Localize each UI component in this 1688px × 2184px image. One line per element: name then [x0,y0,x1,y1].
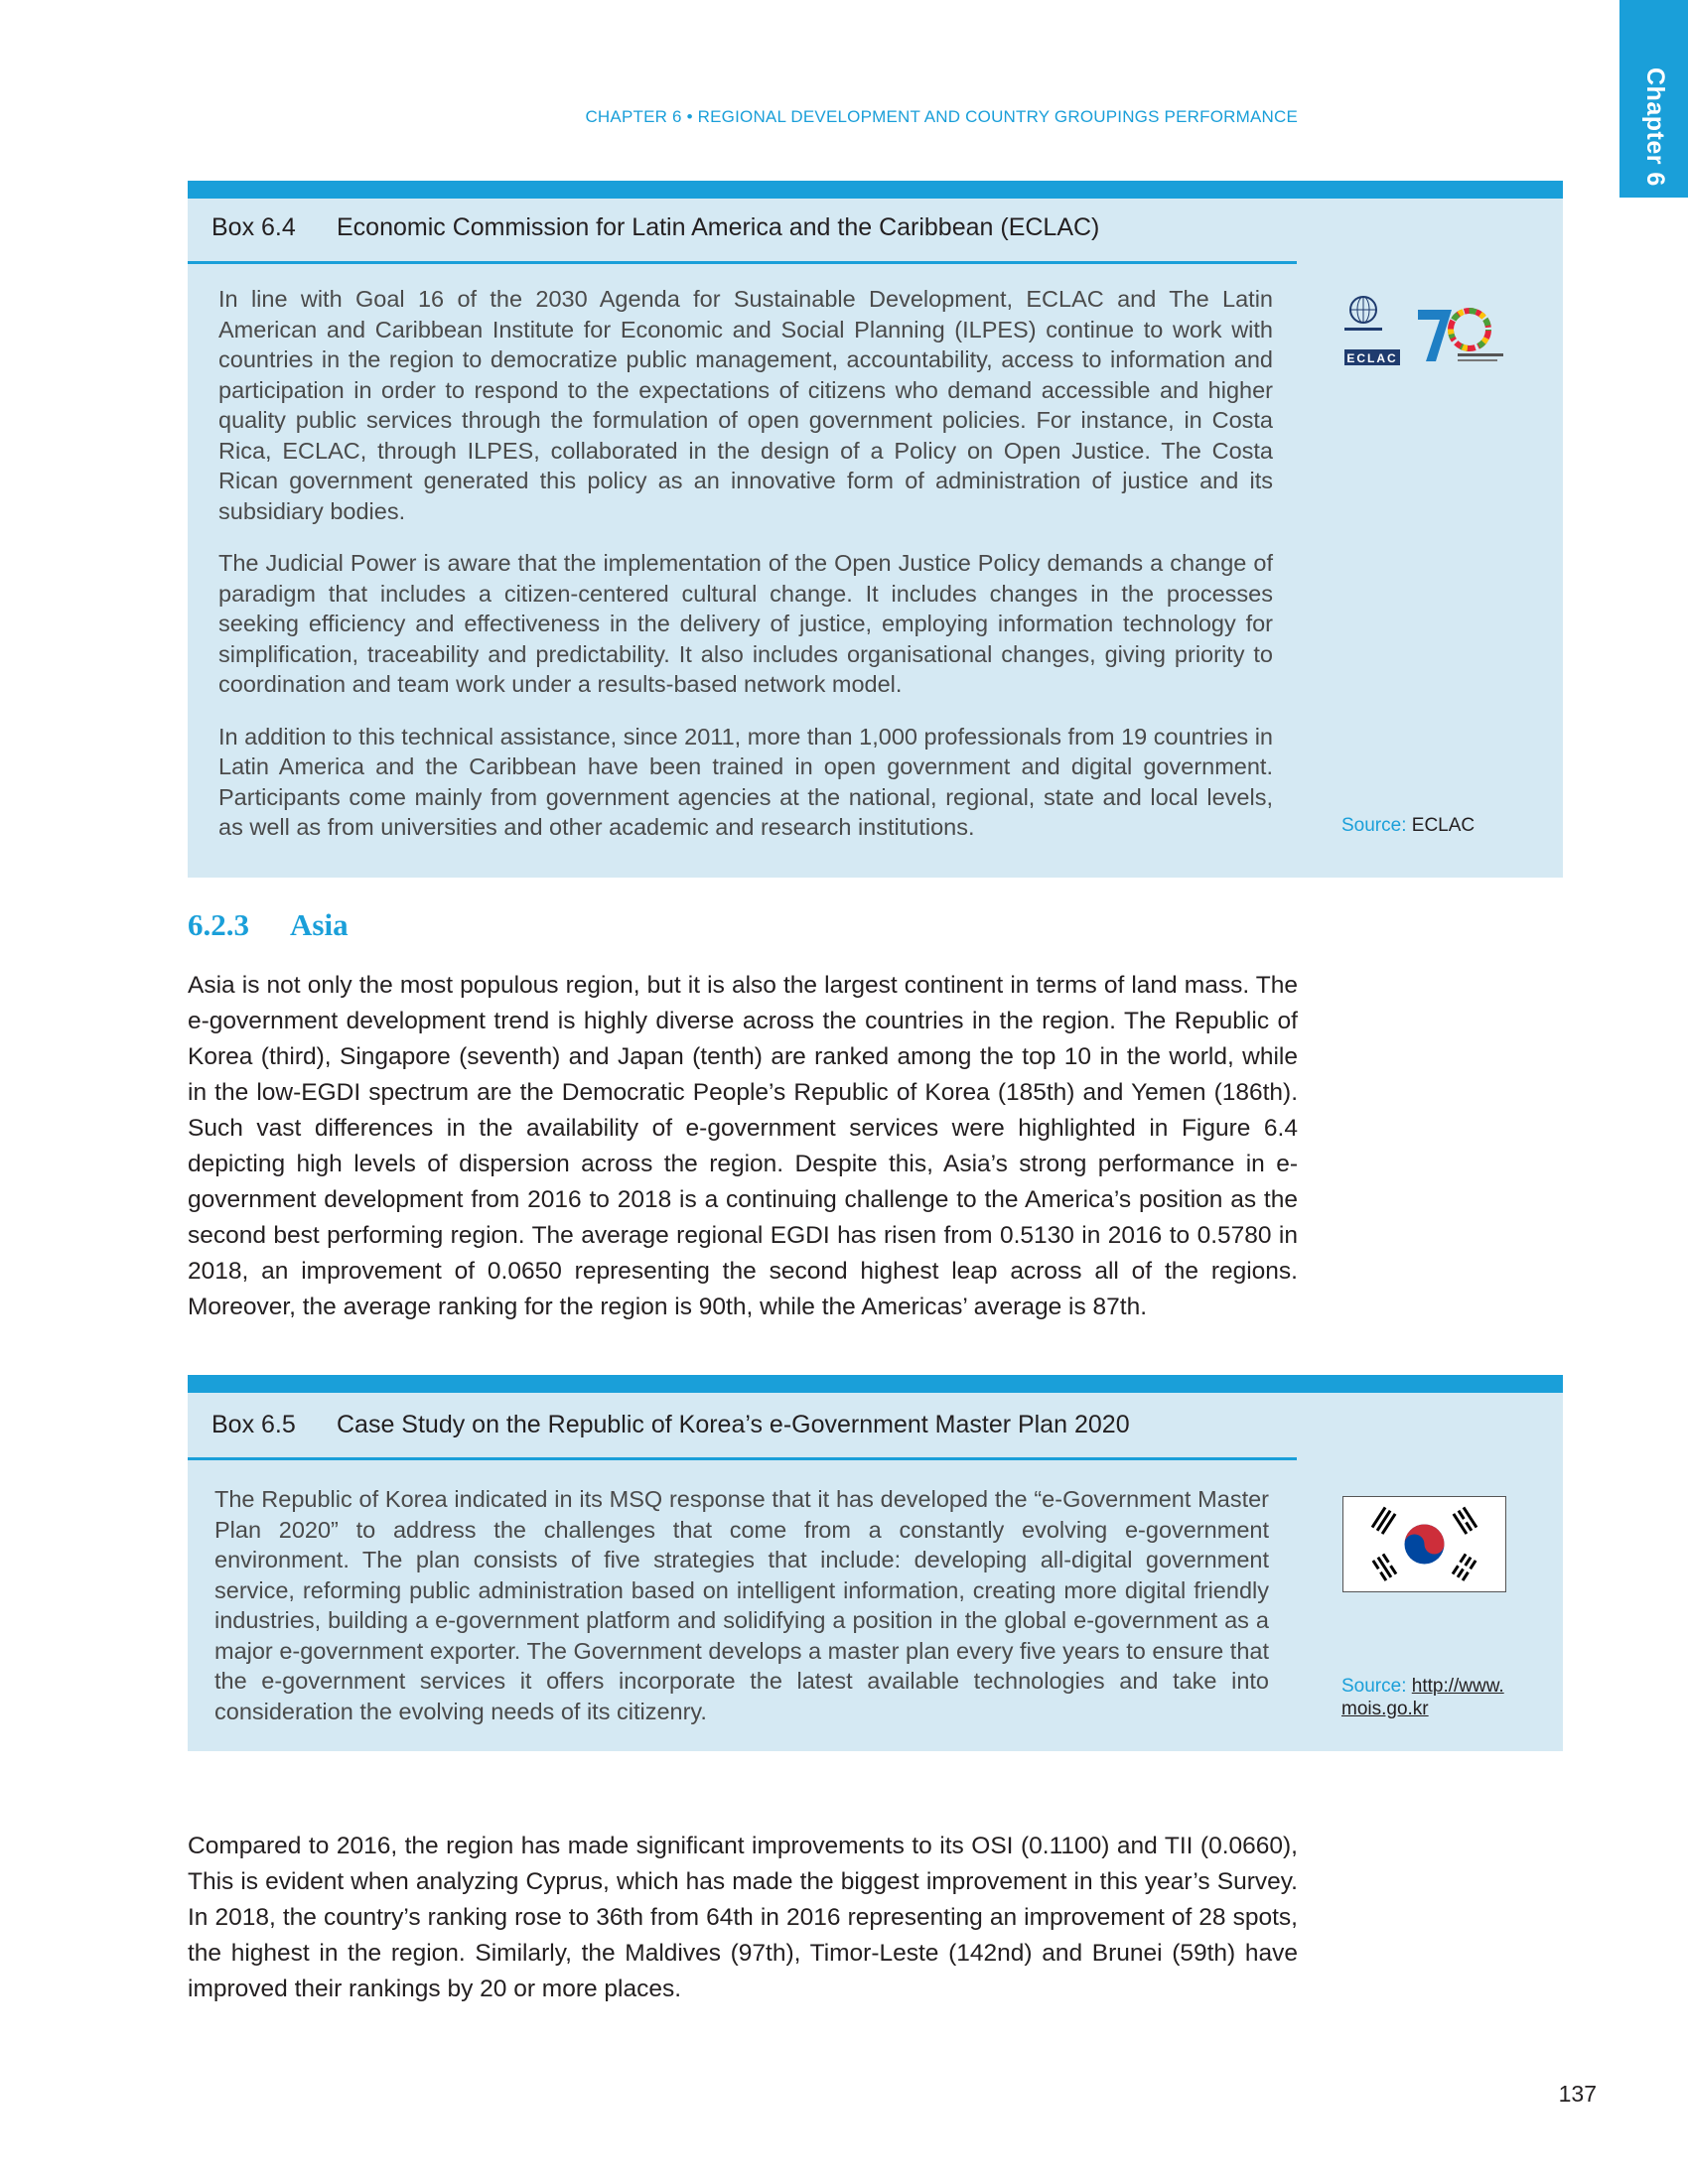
box-6-4-source-label: Source: [1341,815,1407,836]
box-6-4-body [218,284,1273,865]
section-heading [188,907,349,943]
eclac-logo-icon [1340,288,1519,377]
box-6-4-source-value: ECLAC [1411,815,1476,836]
running-header: CHAPTER 6 • REGIONAL DEVELOPMENT AND COUNTRY GROUPINGS PERFORMANCE [585,107,1298,126]
asia-paragraph-block [188,968,1298,1325]
box-6-5-title-rule [188,1457,1297,1460]
box-6-4-title [211,213,1099,242]
box-6-5-source [1341,1675,1504,1720]
box-6-4-number: Box 6.4 [211,213,296,241]
eclac-logo-group [1340,288,1519,377]
box-6-5-title [211,1411,1130,1439]
box-6-5-source-link-2[interactable]: mois.go.kr [1341,1699,1429,1719]
box-6-5-source-link-1[interactable]: http://www. [1411,1676,1504,1697]
korean-flag [1342,1496,1506,1592]
section-title: Asia [290,907,349,942]
box-6-4-paragraph-1: In line with Goal 16 of the 2030 Agenda for Sustainable Development, ECLAC and The Latin American and Caribbean Institute for Economic and Social Planning (ILPES) continue to work with countries in the region to democratize public management, accountability, access to information and participation in order to respond to the expectations of citizens who demand accessible and higher quality public services through the formulation of open government policies. For instance, in Costa Rica, ECLAC, through ILPES, collaborated in the design of a Policy on Open Justice. The Costa Rican government generated this policy as an innovative form of administration of justice and its subsidiary bodies. [218,286,1273,524]
box-6-5-body [214,1484,1269,1726]
box-6-5-top-bar [188,1375,1563,1393]
eclac-logo-text: ECLAC [1346,351,1398,365]
page-number: 137 [1558,2081,1597,2107]
box-6-4-source [1341,814,1475,837]
chapter-tab-label: Chapter 6 [1641,68,1669,187]
asia-paragraph: Asia is not only the most populous region, but it is also the largest continent in terms of land mass. The e-government development trend is highly diverse across the countries in the region. The Republic of Korea (third), Singapore (seventh) and Japan (tenth) are ranked among the top 10 in the world, while in the low-EGDI spectrum are the Democratic People’s Republic of Korea (185th) and Yemen (186th). Such vast differences in the availability of e-government services were highlighted in Figure 6.4 depicting high levels of dispersion across the region. Despite this, Asia’s strong performance in e-government development from 2016 to 2018 is a continuing challenge to the America’s position as the second best performing region. The average regional EGDI has risen from 0.5130 in 2016 to 0.5780 in 2018, an improvement of 0.0650 representing the second highest leap across all of the regions. Moreover, the average ranking for the region is 90th, while the Americas’ average is 87th. [188,972,1298,1320]
closing-paragraph-block [188,1829,1298,2007]
box-6-5-paragraph: The Republic of Korea indicated in its MSQ response that it has developed the “e-Government Master Plan 2020” to address the challenges that come from a constantly evolving e-government environment. The plan consists of five strategies that include: developing all-digital government service, reforming public administration based on intelligent information, creating more digital friendly industries, building a e-government platform and solidifying a position in the global e-government as a major e-government exporter. The Government develops a master plan every five years to ensure that the e-government services it offers incorporate the latest available technologies and take into consideration the evolving needs of its citizenry. [214,1486,1269,1724]
section-number: 6.2.3 [188,907,249,942]
box-6-5-source-label: Source: [1341,1676,1407,1697]
closing-paragraph: Compared to 2016, the region has made significant improvements to its OSI (0.1100) and TII (0.0660), This is evident when analyzing Cyprus, which has made the biggest improvement in this year’s Survey. In 2018, the country’s ranking rose to 36th from 64th in 2016 representing an improvement of 28 spots, the highest in the region. Similarly, the Maldives (97th), Timor-Leste (142nd) and Brunei (59th) have improved their rankings by 20 or more places. [188,1833,1298,2002]
box-6-5-number: Box 6.5 [211,1411,296,1438]
box-6-4-paragraph-2: The Judicial Power is aware that the implementation of the Open Justice Policy demands a change of paradigm that includes a citizen-centered cultural change. It includes changes in the processes seeking efficiency and effectiveness in the delivery of justice, employing information technology for simplification, traceability and predictability. It also includes organisational changes, giving priority to coordination and team work under a results-based network model. [218,550,1273,697]
box-6-5-title-text: Case Study on the Republic of Korea’s e-Government Master Plan 2020 [337,1411,1130,1438]
box-6-4-title-text: Economic Commission for Latin America and the Caribbean (ECLAC) [337,213,1100,241]
korean-flag-icon [1343,1497,1505,1591]
box-6-4 [188,181,1563,878]
box-6-4-paragraph-3: In addition to this technical assistance, since 2011, more than 1,000 professionals from 19 countries in Latin America and the Caribbean have been trained in open government and digital government. Participants come mainly from government agencies at the national, regional, state and local levels, as well as from universities and other academic and research institutions. [218,723,1273,840]
box-6-4-title-rule [188,261,1297,264]
box-6-4-top-bar [188,181,1563,199]
